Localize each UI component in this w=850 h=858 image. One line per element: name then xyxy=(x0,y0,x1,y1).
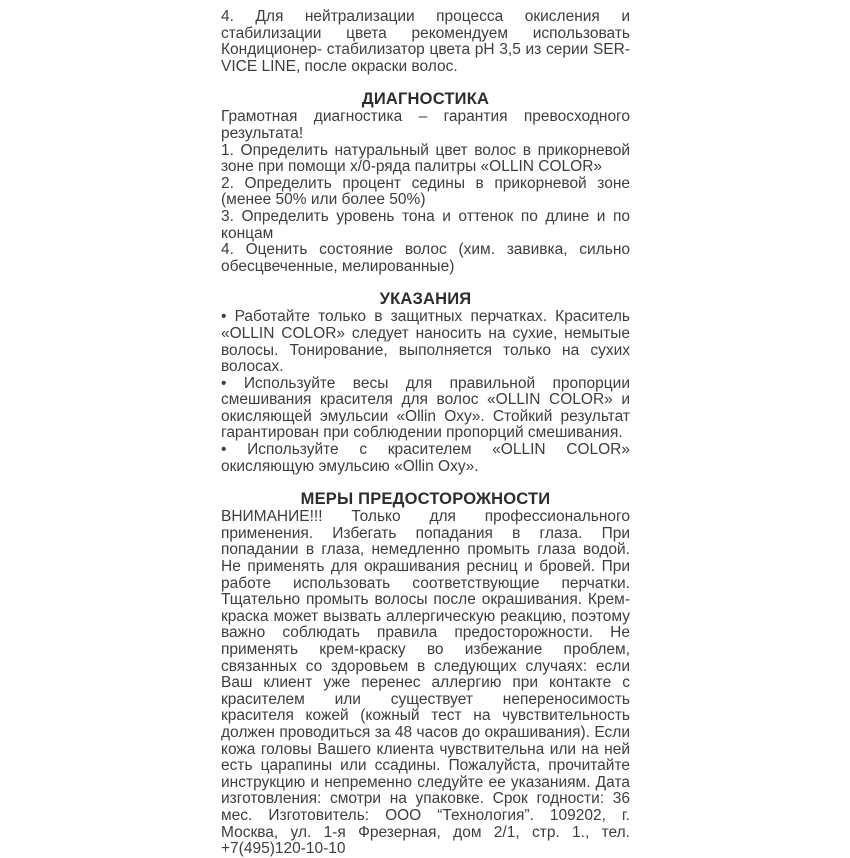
section-heading-directions: УКАЗАНИЯ xyxy=(379,290,472,309)
section-heading-diagnostics: ДИАГНОСТИКА xyxy=(361,90,490,109)
diagnostics-step-4: 4. Оценить состояние волос (хим. завивка, сильно обесцвеченные, мелированные) xyxy=(221,241,630,275)
diagnostics-step-2: 2. Определить процент седины в прикорневой зоне (менее 50% или более 50%) xyxy=(221,174,630,209)
directions-bullet-3: • Используйте с красителем «OLLIN COLOR» окисляющую эмульсию «Ollin Oxy». xyxy=(221,441,630,475)
instruction-text-column xyxy=(221,9,630,858)
diagnostics-step-3: 3. Определить уровень тона и оттенок по длине и по концам xyxy=(221,207,630,242)
intro-paragraph: 4. Для нейтрализации процесса окисления и стабилизации цвета рекомендуем использовать Кондиционер- стабилизатор цвета pH 3,5 из серии SER-VICE LINE, после окраски волос. xyxy=(221,8,630,75)
diagnostics-paragraph-lead: Грамотная диагностика – гарантия превосходного результата! xyxy=(221,108,630,142)
diagnostics-step-1: 1. Определить натуральный цвет волос в прикорневой зоне при помощи х/0-ряда палитры «OLLIN COLOR» xyxy=(221,141,630,176)
directions-bullet-2: • Используйте весы для правильной пропорции смешивания красителя для волос «OLLIN COLOR» и окисляющей эмульсии «Ollin Oxy». Стойкий результат гарантирован при соблюдении пропорций смешивания. xyxy=(221,374,630,442)
precautions-paragraph: ВНИМАНИЕ!!! Только для профессионального применения. Избегать попадания в глаза. При попадании в глаза, немедленно промыть глаза водой. Не применять для окрашивания ресниц и бровей. При работе использовать соответствующие перчатки. Тщательно промыть волосы после окрашивания. Крем-краска может вызвать аллергическую реакцию, поэтому важно соблюдать правила предосторожности. Не применять крем-краску во избежание проблем, связанных со здоровьем в следующих случаях: если Ваш клиент уже перенес аллергию при контакте с красителем или существует непереносимость красителя кожей (кожный тест на чувствительность должен проводиться за 48 часов до окрашивания). Если кожа головы Вашего клиента чувствительна или на ней есть царапины или ссадины. Пожалуйста, прочитайте инструкцию и непременно следуйте ее указаниям. Дата изготовления: смотри на упаковке. Срок годности: 36 мес. Изготовитель: ООО “Технология”. 109202, г. Москва, ул. 1-я Фрезерная, дом 2/1, стр. 1., тел. +7(495)120-10-10 xyxy=(221,508,630,858)
section-heading-precautions: МЕРЫ ПРЕДОСТОРОЖНОСТИ xyxy=(300,490,551,509)
directions-bullet-1: • Работайте только в защитных перчатках. Краситель «OLLIN COLOR» следует наносить на сухие, немытые волосы. Тонирование, выполняется только на сухих волосах. xyxy=(221,308,630,376)
